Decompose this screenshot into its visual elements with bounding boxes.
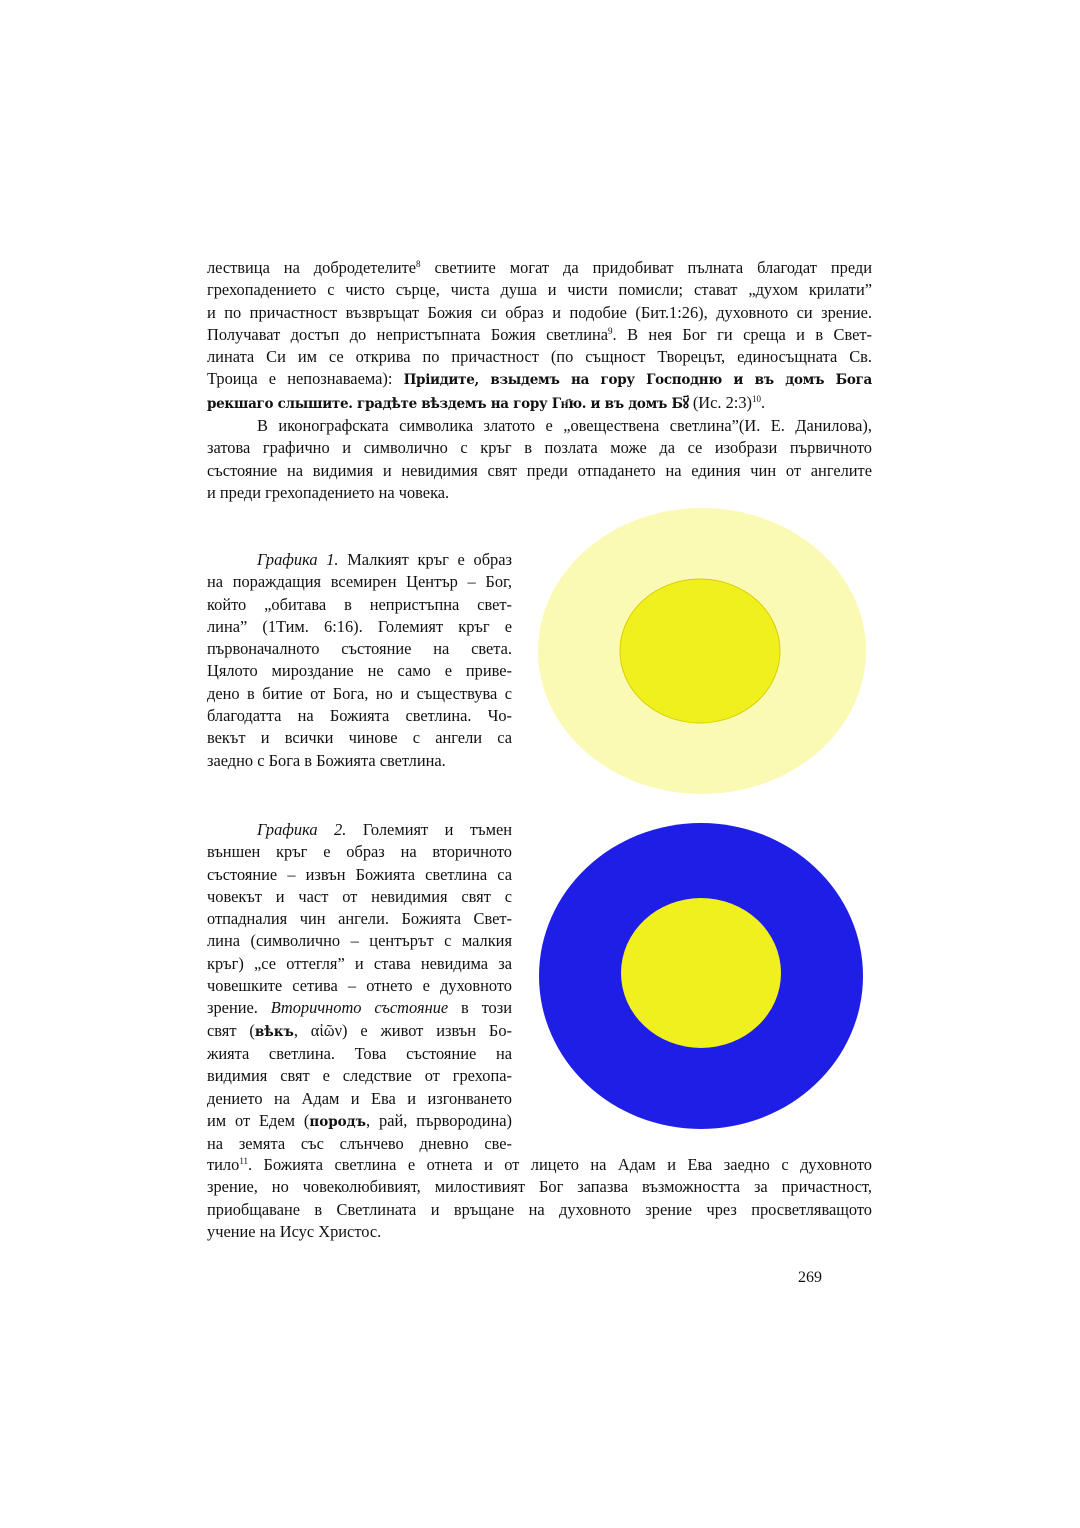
page-number: 269 bbox=[798, 1269, 822, 1286]
text-line: лината Си им се открива по причастност (по същност Творецът, единосъщната Св. bbox=[207, 347, 872, 367]
text-line: състояние – извън Божията светлина са bbox=[207, 864, 512, 884]
figure1-graphic bbox=[532, 505, 872, 795]
italic-term: Вторичното състояние bbox=[270, 998, 449, 1018]
text-span: . bbox=[761, 392, 766, 412]
text-line bbox=[207, 1110, 512, 1133]
text-line: Цялото мироздание не само е приве- bbox=[207, 661, 512, 681]
text-line: В иконографската символика златото е „овеществена светлина”(И. Е. Данилова), bbox=[257, 416, 872, 436]
text-line: външен кръг е образ на вторичното bbox=[207, 842, 512, 862]
text-line: на пораждащия всемирен Център – Бог, bbox=[207, 572, 512, 592]
text-line: векът и всички чинове с ангели са bbox=[207, 728, 512, 748]
text-line bbox=[207, 1020, 512, 1043]
text-span: им от Едем ( bbox=[207, 1110, 310, 1130]
text-span: тило bbox=[207, 1155, 240, 1174]
figure2-caption bbox=[207, 819, 512, 1155]
text-line bbox=[207, 1154, 872, 1176]
text-span: свят ( bbox=[207, 1020, 255, 1040]
figure-label: Графика 2. bbox=[257, 820, 347, 839]
figure2-graphic bbox=[536, 822, 866, 1132]
text-line: благодатта на Божията светлина. Чо- bbox=[207, 706, 512, 726]
text-span: . В нея Бог ги среща и в Свет- bbox=[612, 324, 872, 344]
text-span: лествица на добродетелите bbox=[207, 258, 417, 277]
text-line: лина (символично – центърът с малкия bbox=[207, 931, 512, 951]
footnote-ref: 10 bbox=[752, 393, 762, 404]
text-span: Малкият кръг е образ bbox=[338, 550, 512, 569]
text-span: , рай, първородина) bbox=[366, 1110, 512, 1130]
footnote-ref: 11 bbox=[239, 1156, 248, 1166]
text-line bbox=[207, 997, 512, 1019]
text-line: отпадналия чин ангели. Божията Свет- bbox=[207, 909, 512, 929]
text-line: приобщаване в Светлината и връщане на духовното зрение чрез просветляващото bbox=[207, 1199, 872, 1219]
text-span: , αἰῶν) е живот извън Бо- bbox=[293, 1020, 512, 1040]
text-line: заедно с Бога в Божията светлина. bbox=[207, 750, 446, 770]
inner-circle bbox=[620, 579, 780, 723]
text-line: човекът и част от невидимия свят с bbox=[207, 886, 512, 906]
text-span: Големият и тъмен bbox=[346, 820, 512, 839]
text-line: и по причастност възвръщат Божия си образ и подобие (Бит.1:26), духовното си зрение. bbox=[207, 302, 872, 322]
text-line: на земята със слънчево дневно све- bbox=[207, 1134, 512, 1154]
text-line bbox=[207, 324, 872, 346]
text-span: Получават достъп до непристъпната Божия светлина bbox=[207, 324, 609, 344]
text-line: кръг) „се оттегля” и става невидима за bbox=[207, 953, 512, 973]
text-span: в този bbox=[448, 998, 512, 1018]
text-line: и преди грехопадението на човека. bbox=[207, 482, 450, 502]
figure1-svg bbox=[532, 505, 872, 795]
text-span: . Божията светлина е отнета и от лицето на Адам и Ева заедно с духовното bbox=[247, 1155, 872, 1174]
footnote-ref: 9 bbox=[608, 325, 613, 336]
text-line bbox=[207, 819, 512, 841]
footnote-ref: 8 bbox=[416, 259, 421, 269]
text-line: човешките сетива – отнето е духовното bbox=[207, 976, 512, 996]
text-span: зрение. bbox=[207, 998, 271, 1018]
text-span: Троица е непознаваема): bbox=[207, 369, 404, 389]
slavonic-quote: Пріидите, взыдемъ на гору Господню и въ домъ Бога bbox=[403, 372, 872, 389]
text-line: грехопадението с чисто сърце, чиста душа и чисти помисли; стават „духом крилати” bbox=[207, 280, 872, 300]
top-paragraph bbox=[207, 257, 872, 504]
text-line: дението на Адам и Ева и изгонването bbox=[207, 1088, 512, 1108]
bible-reference: (Ис. 2:3) bbox=[688, 392, 753, 412]
text-span: светиите могат да придобиват пълната благодат преди bbox=[420, 258, 872, 277]
text-line: лина” (1Тим. 6:16). Големият кръг е bbox=[207, 616, 512, 636]
text-line: зрение, но човеколюбивият, милостивият Бог запазва възможността за причастност, bbox=[207, 1177, 872, 1197]
slavonic-word: вѣкъ bbox=[254, 1023, 294, 1040]
text-line: който „обитава в непристъпна свет- bbox=[207, 594, 512, 614]
text-line: жията светлина. Това състояние на bbox=[207, 1043, 512, 1063]
text-line bbox=[207, 368, 872, 391]
text-line bbox=[207, 257, 872, 279]
inner-circle bbox=[621, 898, 781, 1048]
slavonic-word: породъ bbox=[309, 1113, 367, 1130]
text-line: затова графично и символично с кръг в позлата може да се изобрази първичното bbox=[207, 438, 872, 458]
text-line: учение на Исус Христос. bbox=[207, 1221, 382, 1241]
text-line: първоначалното състояние на света. bbox=[207, 639, 512, 659]
slavonic-quote: рекшаго слышите. градѣте вѣздемъ на гору Гн҃ю. и въ домъ Бꙋ҃ bbox=[207, 395, 689, 412]
text-line bbox=[207, 549, 512, 571]
closing-paragraph bbox=[207, 1154, 872, 1243]
text-line: дено в битие от Бога, но и съществува с bbox=[207, 683, 512, 703]
figure-label: Графика 1. bbox=[257, 550, 339, 569]
text-line: състояние на видимия и невидимия свят преди отпадането на единия чин от ангелите bbox=[207, 460, 872, 480]
figure1-caption bbox=[207, 549, 512, 772]
text-line bbox=[207, 392, 872, 415]
figure2-svg bbox=[536, 822, 866, 1132]
text-line: видимия свят е следствие от грехопа- bbox=[207, 1066, 512, 1086]
